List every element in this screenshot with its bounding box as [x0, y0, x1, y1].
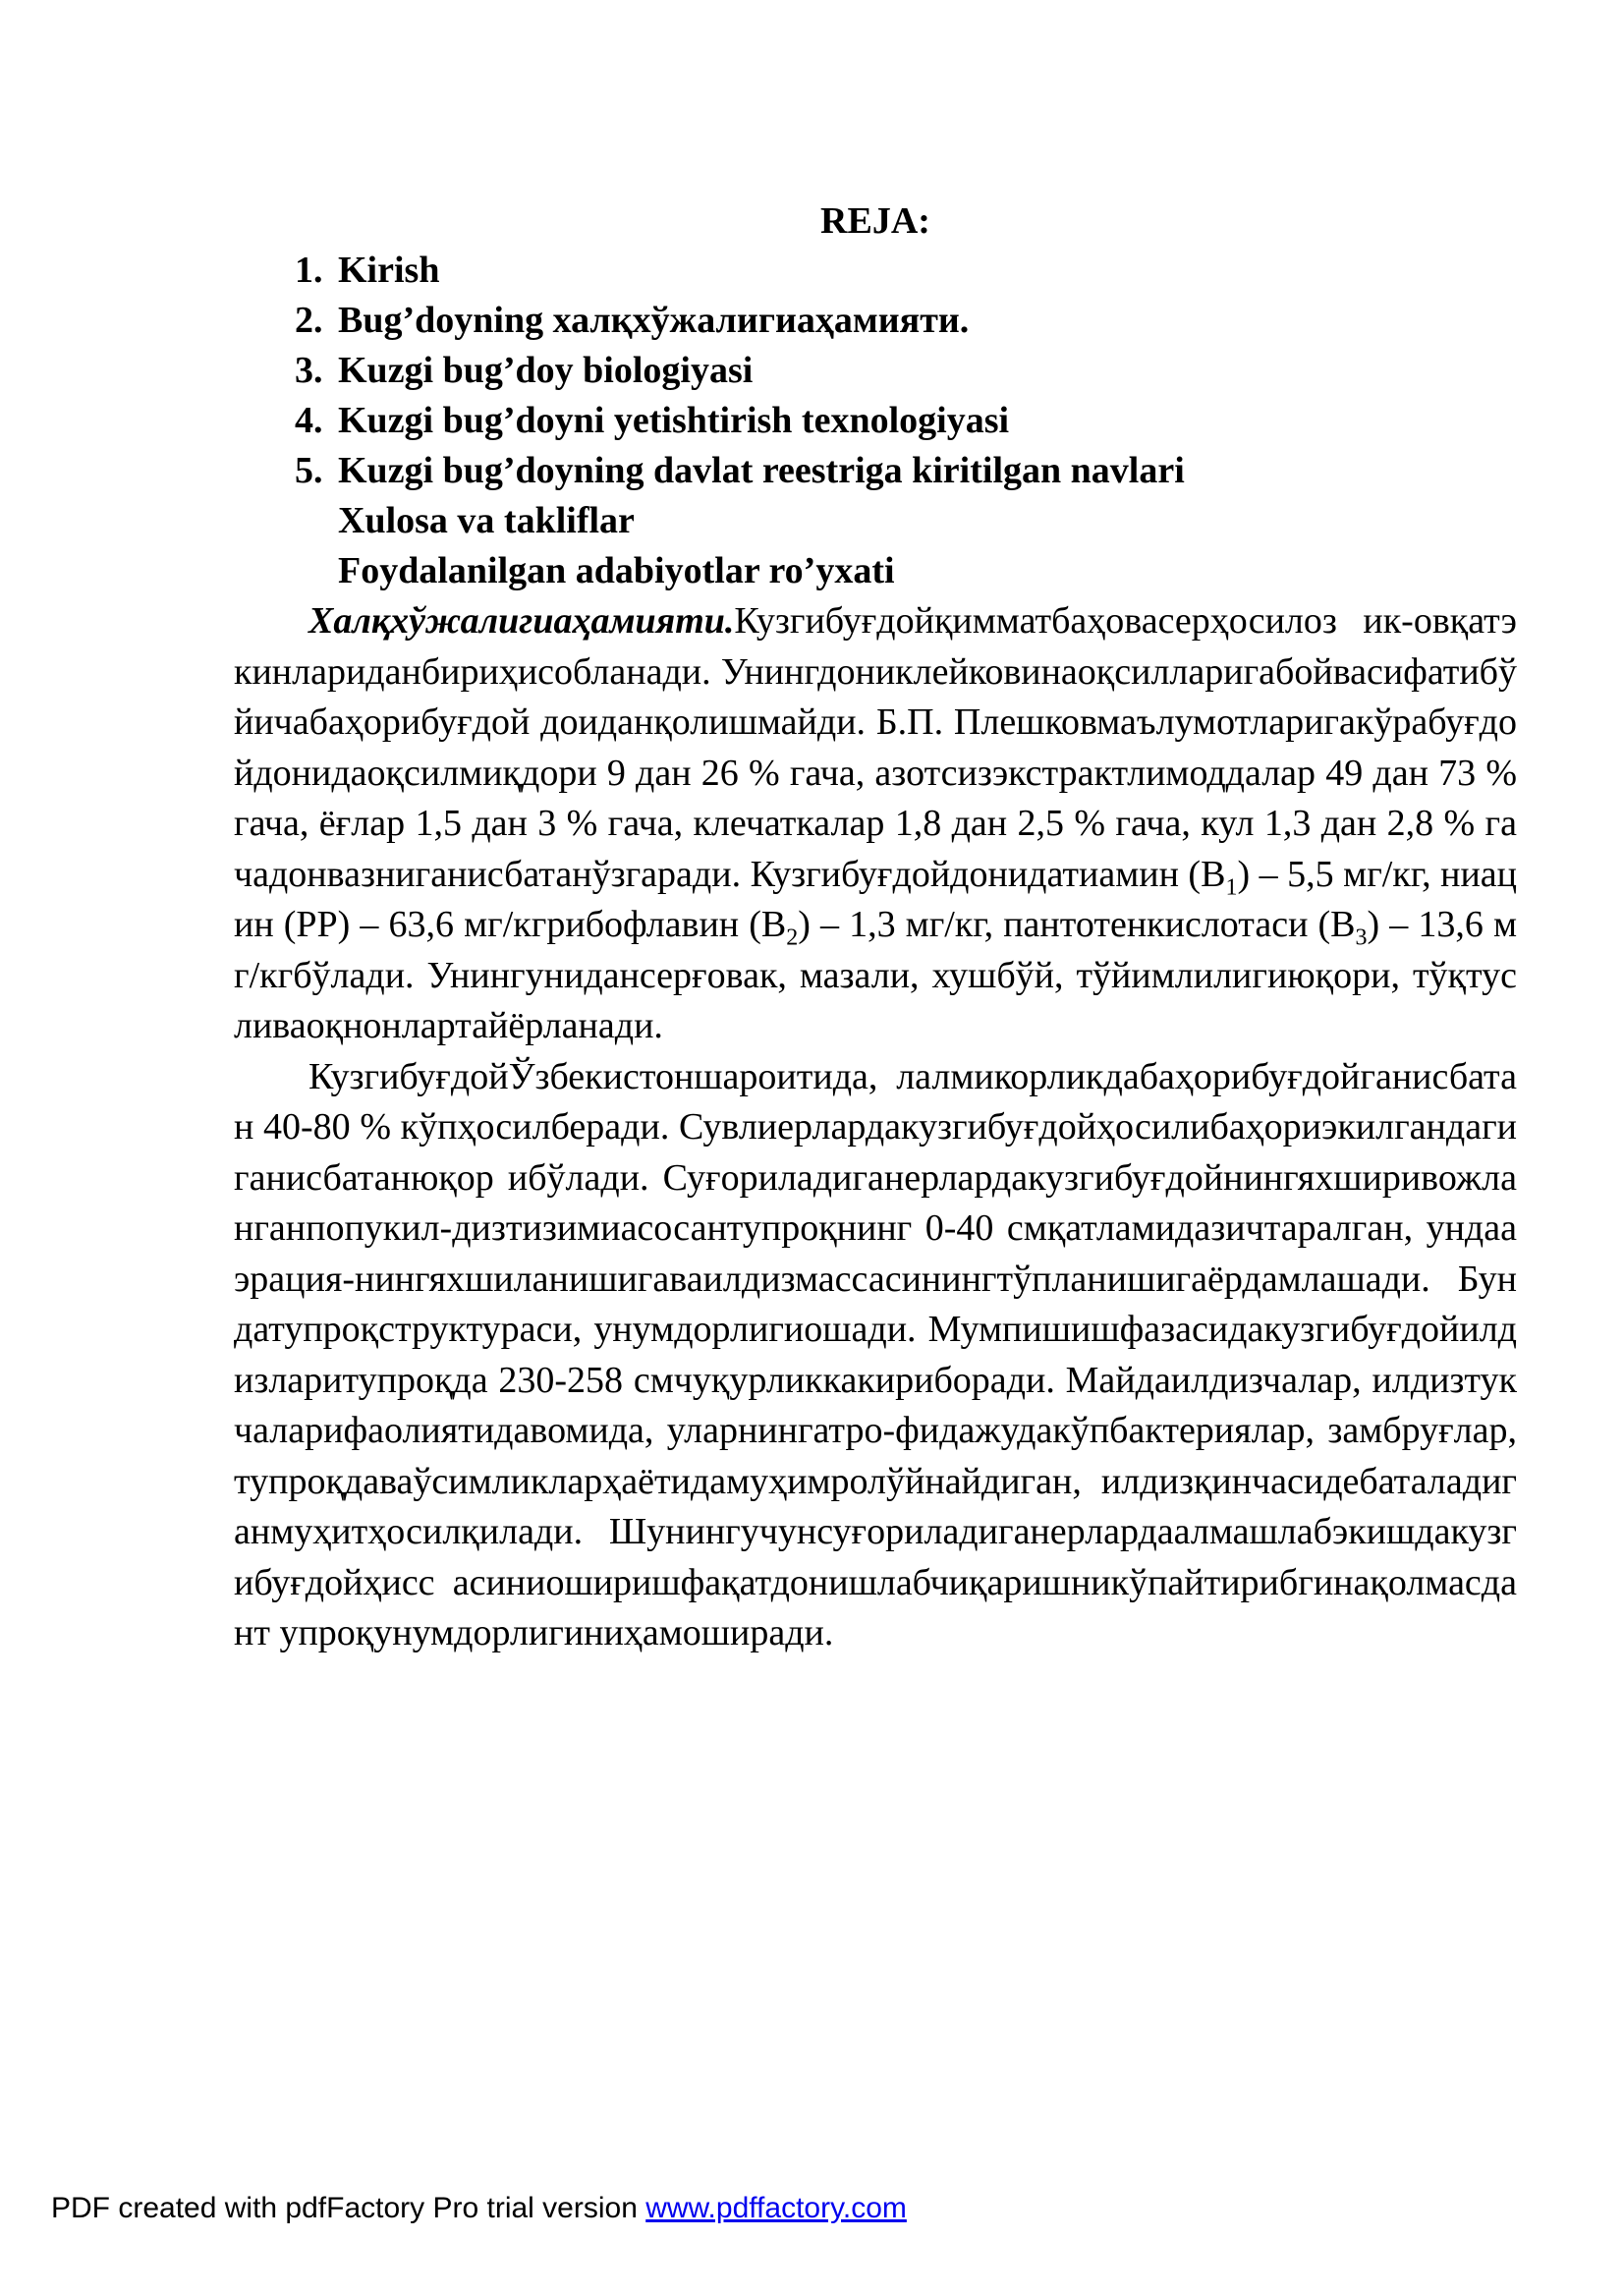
plan-list — [234, 246, 1517, 496]
section-lead: Халқхўжалигиаҳамияти. — [308, 600, 735, 642]
paragraph-text: ) – 1,3 мг/кг, пантотенкислотаси (B — [798, 904, 1356, 945]
subscript: 3 — [1355, 924, 1368, 951]
plan-item: 2. Bug’doyning халқхўжалигиаҳамияти. — [332, 296, 1517, 346]
plan-extra-item: Foydalanilgan adabiyotlar ro’yxati — [338, 550, 895, 591]
subscript: 2 — [786, 924, 799, 951]
footer-text: PDF created with pdfFactory Pro trial version — [51, 2192, 646, 2224]
plan-item: 3. Kuzgi bug’doy biologiyasi — [332, 346, 1517, 396]
section-body — [234, 596, 1517, 1659]
plan-extra-item: Xulosa va takliflar — [338, 500, 635, 541]
document-page — [234, 196, 1517, 1659]
paragraph-text: ) – 5,5 мг/кг, ниацин (PP) – 63,6 мг/кгрибофлавин (B — [234, 853, 1517, 945]
plan-item: 5. Kuzgi bug’doyning davlat reestriga kiritilgan navlari — [332, 446, 1517, 496]
plan-extra-list — [234, 496, 1517, 596]
paragraph-text: ) – 13,6 мг/кгбўлади. Унингунидансерғовак, мазали, хушбўй, тўйимлилигиюқори, тўқтусливаоқнонлартайёрланади. — [234, 904, 1517, 1046]
plan-item: 1. Kirish — [332, 246, 1517, 296]
footer-link[interactable]: www.pdffactory.com — [645, 2192, 907, 2224]
subscript: 1 — [1225, 874, 1238, 901]
plan-title: REJA: — [820, 200, 930, 242]
paragraph-text: Кузгибуғдойқимматбаҳовасерҳосилоз ик-овқатэкинлариданбириҳисобланади. Унингдониклейковинаоқсилларигабойвасифатибўйичабаҳорибуғдой доиданқолишмайди. Б.П. Плешковмаълумотларигакўрабуғдойдонидаоқсилмиқдори 9 дан 26 % гача, азотсизэкстрактлимоддалар 49 дан 73 % гача, ёғлар 1,5 дан 3 % гача, клечаткалар 1,8 дан 2,5 % гача, кул 1,3 дан 2,8 % гачадонвазниганисбатанўзгаради. Кузгибуғдойдонидатиамин (B — [234, 600, 1517, 895]
pdf-footer — [51, 2192, 907, 2225]
paragraph-uzbekistan: КузгибуғдойЎзбекистоншароитида, лалмикорликдабаҳорибуғдойганисбатан 40-80 % кўпҳосилберади. Сувлиерлардакузгибуғдойҳосилибаҳориэкилгандагиганисбатанюқор ибўлади. Суғориладиганерлардакузгибуғдойнингяхширивожланганпопукил-дизтизимиасосантупроқнинг 0-40 смқатламидазичтаралган, ундааэрация-нингяхшиланишигаваилдизмассасинингтўпланишигаёрдамлашади. Бундатупроқструктураси, унумдорлигиошади. Мумпишишфазасидакузгибуғдойилдизларитупроқда 230-258 смчуқурликкакириборади. Майдаилдизчалар, илдизтукчаларифаолиятидавомида, уларнингатро-фидажудакўпбактериялар, замбруғлар, тупроқдаваўсимликларҳаётидамуҳимролўйнайдиган, илдизқинчасидебаталадиганмуҳитҳосилқилади. Шунингучунсуғориладиганерлардаалмашлабэкишдакузгибуғдойҳисс асиниоширишфақатдонишлабчиқаришникўпайтирибгинақолмасдант упроқунумдорлигиниҳамоширади. — [234, 1055, 1517, 1653]
plan-item: 4. Kuzgi bug’doyni yetishtirish texnologiyasi — [332, 396, 1517, 446]
paragraph-importance — [234, 596, 1517, 1052]
